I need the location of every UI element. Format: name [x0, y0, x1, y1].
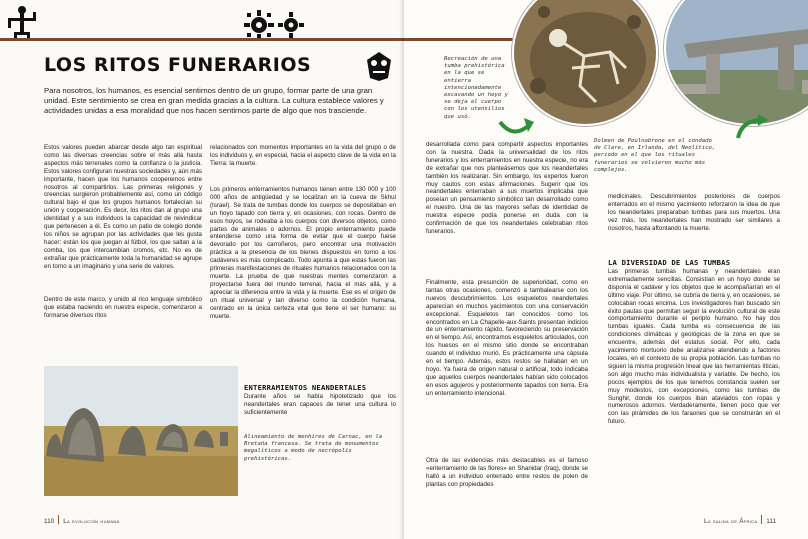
left-footer [44, 515, 120, 525]
menhirs-caption: Alineamiento de menhires de Carnac, en la Bretaña francesa. Se trata de monumentos megalíticos a modo de necrópolis prehistóricas. [244, 434, 383, 462]
dolmen-photo [664, 0, 808, 126]
footer-divider [58, 515, 59, 524]
skeleton-caption: Recreación de una tumba prehistórica en la que se entierra intencionadamente excavando un hoyo y se deja el cuerpo con los utensilios que usó. [444, 56, 508, 120]
page-number-right: 111 [766, 518, 777, 525]
col3-paragraph-3: Otra de las evidencias más destacables es el famoso «enterramiento de las flores» en Shanidar (Iraq), donde se halló a un individuo enterrado entre restos de polen de plantas con propiedades [426, 457, 588, 488]
col1-paragraph-1: Estos valores pueden abarcar desde algo tan espiritual como las diversas creencias sobre el más allá hasta aspectos más terrenales como la confianza o la justicia. Estos valores configuran nuestras sociedades y, aún más importante, hacen que los humanos cooperemos entre nosotros al compartirlos. Las primeras religiones y creencias surgieron probablemente así, como un código cultural bajo el que los grupos humanos fortalecían su unión y cooperación. Es decir, los ritos dan al grupo una identidad y a sus individuos la capacidad de reivindicar que pertenecen a él. Es como un patio de colegio donde los niños se agrupan por las actividades que les gusta hacer: están los que juegan al fútbol, los que saltan a la comba, los que intercambian cromos, etc. No es de extrañar que prácticamente toda la humanidad se agrupe en torno a un imaginario y una serie de valores. [44, 144, 202, 270]
col3-paragraph-1: desarrollada como para compartir aspectos importantes con la nuestra. Dada la universalidad de los ritos funerarios y los enterramientos en nuestra especie, no era de extrañar que nos planteásemos que los neandertales también los realizaran. Sin embargo, los expertos fueron muy cautos con estas afirmaciones. Sugerir que los neandertales enterraban a sus muertos implicaba que poseían un pensamiento simbólico tan desarrollado como el nuestro. Una de las mayores señas de identidad de nuestra especie podía ponerse en duda con la confirmación de que los neandertales celebraban ritos funerarios. [426, 141, 588, 235]
menhirs-photo [44, 366, 238, 496]
running-head-left: La evolución humana [63, 518, 120, 525]
running-head-right: La salida de África [704, 518, 758, 525]
top-rule [0, 38, 404, 41]
col3-paragraph-2: Finalmente, esta presunción de superioridad, como en tantas otras ocasiones, comenzó a tambalearse con los nuevos descubrimientos. Los esqueletos neandertales aparecían en muchos yacimientos con una conservación excepcional. Esqueletos tan conocidos como los encontrados en La Chapelle-aux-Saints presentan indicios de un enterramiento rápido, favoreciendo su preservación en el tiempo. Así, encontramos esqueletos articulados, con los huesos en el mismo sitio donde se encontraban cuando el individuo murió. Es prácticamente una cápsula en el tiempo. Además, estos restos se hallaban en un hoyo. Ya fuera de origen natural o artificial, todo indicaba que aquellos cuerpos neandertales habían sido colocados en esos agujeros y posteriormente tapados con tierra. Era un enterramiento intencional. [426, 279, 588, 397]
arrow-to-dolmen-icon [734, 114, 770, 144]
sun-glyph-small-icon [278, 12, 304, 38]
mask-glyph-icon [364, 50, 394, 82]
sun-glyph-icon [244, 10, 274, 40]
col4-paragraph-2: Las primeras tumbas humanas y neandertales eran extremadamente sencillas. Consistían en un hoyo donde se disponía el cadáver y los objetos que le acompañarían en el último viaje. Por último, se cubría de tierra y, en ocasiones, se colocaban rocas encima. Los investigadores han buscado sin éxito pautas que permitan seguir la evolución cultural de este comportamiento durante el periplo humano. No hay dos tumbas iguales. Cada tumba es consecuencia de las condiciones climáticas y geológicas de la zona en que se encuentre, además del estatus social. Por ello, cada yacimiento mortuorio debe analizarse atendiendo a factores locales, en el contexto de su propia población. Las tumbas no siguen la misma progresión lineal que las herramientas líticas, son algo mucho más individualista y variable. De hecho, los pocos ejemplos de los que tenemos constancia suelen ser muy modestos, con excepciones, como las tumbas de Sunghir, donde los cuerpos iban ataviados con ropas y numerosos adornos. Verdaderamente, tienen poco que ver con las pirámides de los faraones que se construirán en el futuro. [608, 268, 780, 426]
col2-paragraph-2: Los primeros enterramientos humanos tienen entre 130 000 y 100 000 años de antigüedad y se localizan en la cueva de Skhul (Israel). Se trata de tumbas donde los cuerpos se depositaban en un hoyo tapado con tierra y, en ocasiones, con rocas. Dentro de esos hoyos, se rodeaba a los cuerpos con diversos objetos, como partes de animales o adornos. El propio enterramiento puede entenderse como una forma de evitar que el cuerpo fuese devorado por los carroñeros, pero encontrar una motivación práctica a la presencia de los bienes dispuestos en torno a los cadáveres es más complicado. Todo apunta a que estas fueron las primeras manifestaciones de rituales humanos relacionados con la muerte. La prueba de que nuestras mentes comenzaron a proyectarse fuera del mundo terrenal, hacia el más allá, y a apreciar la diferencia entre la vida y la muerte. Ese es el origen de un ritual universal y tan diverso como la condición humana, centrado en la única certeza vital que tiene el ser humano: su muerte. [210, 186, 396, 320]
arrow-to-skeleton-icon [496, 114, 536, 142]
col2-paragraph-1: relacionados con momentos importantes en la vida del grupo o de los individuos y, en especial, hacia el aspecto clave de la vida en la Tierra: la muerte. [210, 144, 396, 167]
page-number-left: 110 [44, 518, 55, 525]
col2-paragraph-3: Durante años se había hipotetizado que los neandertales eran capaces de tener una cultura lo suficientemente [244, 393, 396, 416]
footer-divider-right [761, 515, 762, 524]
lead-paragraph: Para nosotros, los humanos, es esencial sentirnos dentro de un grupo, formar parte de una gran unidad. Este sentimiento se crea en gran medida gracias a la cultura. La cultura establece valores y actividades unidas a esa moralidad que nos hacen sentirnos parte de algo que nos trasciende. [44, 86, 384, 115]
right-footer [704, 515, 776, 525]
col4-paragraph-1: medicinales. Descubrimientos posteriores de cuerpos enterrados en el mismo yacimiento reforzaron la idea de que los neandertales preparaban tumbas para sus muertos. Una vez más, los neandertales han mostrado ser similares a nosotros, hasta aftontando la muerte. [608, 193, 780, 232]
skeleton-tomb-photo [512, 0, 658, 126]
dolmen-caption: Dolmen de Poulnabrone en el condado de Clare, en Irlanda, del Neolítico, periodo en el que los rituales funerarios se volvieron mucho más complejos. [594, 138, 716, 173]
col1-paragraph-2: Dentro de este marco, y unido al rico lenguaje simbólico que estaba naciendo en nuestra especie, comenzaron a formarse diversos ritos [44, 296, 202, 319]
top-rule-right [404, 38, 522, 41]
right-page [404, 0, 808, 539]
section-heading-tumbas: LA DIVERSIDAD DE LAS TUMBAS [608, 258, 731, 267]
page-title: LOS RITOS FUNERARIOS [44, 54, 312, 76]
section-heading-neandertales: ENTERRAMIENTOS NEANDERTALES [244, 383, 367, 392]
